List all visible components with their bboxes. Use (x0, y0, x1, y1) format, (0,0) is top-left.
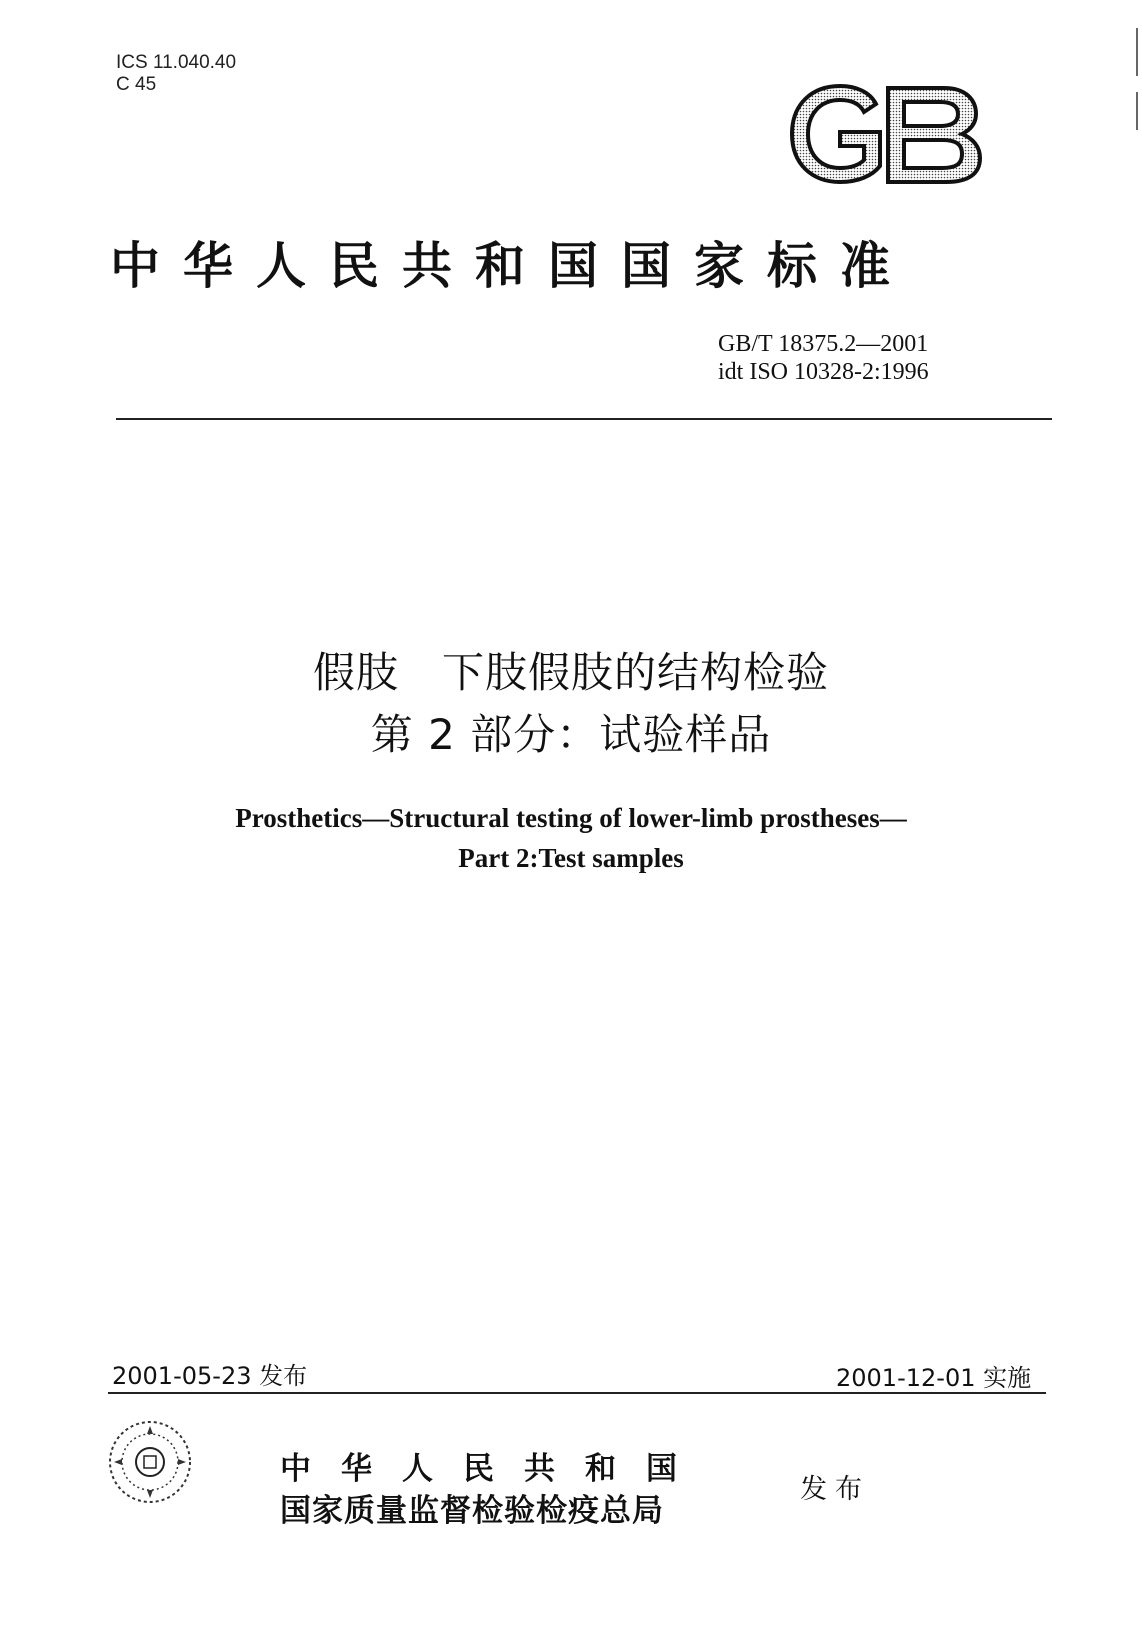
issuer-line2: 国家质量监督检验检疫总局 (280, 1493, 664, 1529)
implementation-date: 2001-12-01 实施 (836, 1364, 1032, 1392)
scan-edge-mark (1136, 28, 1138, 76)
chinese-title-line1: 假肢 下肢假肢的结构检验 (312, 648, 829, 697)
ics-code: ICS 11.040.40 (116, 52, 237, 73)
chinese-title-line2: 第 2 部分：试验样品 (370, 710, 772, 759)
gb-logo-icon (784, 80, 984, 188)
issuing-authority (280, 1448, 707, 1532)
issue-date: 2001-05-23 发布 (112, 1362, 308, 1390)
publish-label: 发布 (800, 1474, 870, 1505)
ccs-code: C 45 (116, 74, 157, 95)
state-seal-icon (104, 1416, 196, 1508)
standard-equivalence: idt ISO 10328-2:1996 (718, 359, 929, 385)
national-standard-heading: 中华人民共和国国家标准 (110, 237, 913, 295)
english-title-line1: Prosthetics—Structural testing of lower-limb prostheses— (235, 803, 907, 833)
issuer-line1: 中华人民共和国 (280, 1451, 707, 1487)
standard-number-block (718, 330, 929, 386)
classification-codes (116, 52, 236, 96)
scan-edge-mark (1136, 92, 1138, 130)
header-divider (116, 418, 1052, 420)
footer-divider (108, 1392, 1046, 1394)
standard-number: GB/T 18375.2—2001 (718, 331, 929, 357)
english-title-line2: Part 2:Test samples (458, 843, 684, 873)
